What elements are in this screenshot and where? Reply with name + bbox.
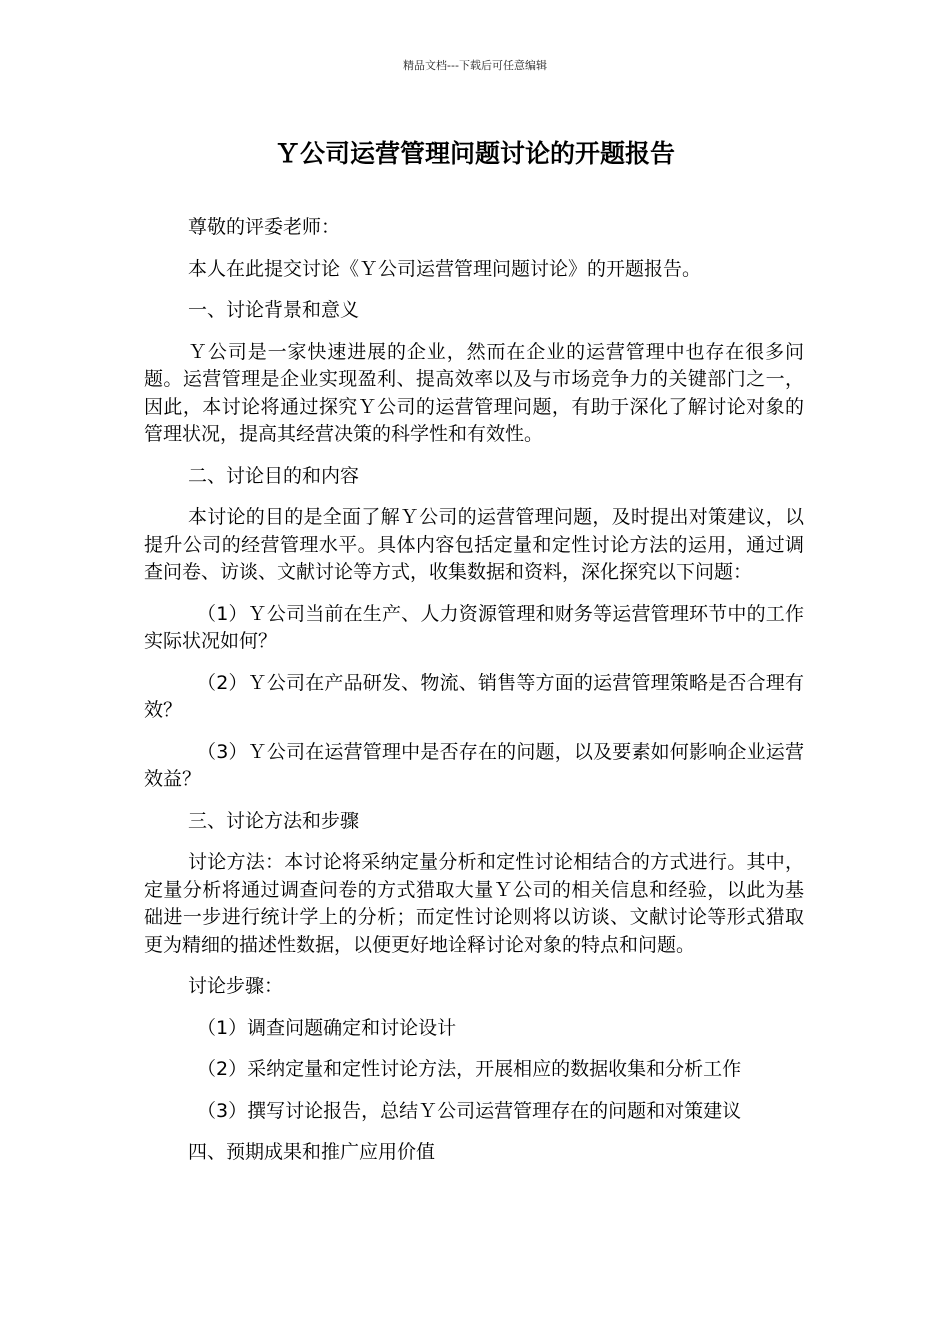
purpose-paragraph: 本讨论的目的是全面了解Ｙ公司的运营管理问题，及时提出对策建议，以提升公司的经营管理水平。具体内容包括定量和定性讨论方法的运用，通过调查问卷、访谈、文献讨论等方式，收集数据和资料，深化探究以下问题： [144,506,804,583]
section-heading-outcomes: 四、预期成果和推广应用价值 [188,1141,436,1163]
question-item-2: （2）Ｙ公司在产品研发、物流、销售等方面的运营管理策略是否合理有效？ [144,671,804,721]
document-title: Ｙ公司运营管理问题讨论的开题报告 [274,139,675,168]
question-item-1: （1）Ｙ公司当前在生产、人力资源管理和财务等运营管理环节中的工作实际状况如何？ [144,602,804,652]
document-body [144,214,804,1181]
header-note: 精品文档---下载后可任意编辑 [403,59,547,72]
section-heading-methods: 三、讨论方法和步骤 [188,809,360,832]
intro-paragraph: 本人在此提交讨论《Ｙ公司运营管理问题讨论》的开题报告。 [188,257,702,280]
section-heading-background: 一、讨论背景和意义 [188,299,360,321]
step-item-2: （2）采纳定量和定性讨论方法，开展相应的数据收集和分析工作 [197,1058,742,1080]
step-item-3: （3）撰写讨论报告，总结Ｙ公司运营管理存在的问题和对策建议 [197,1099,742,1122]
steps-label: 讨论步骤： [188,975,284,997]
background-paragraph: Ｙ公司是一家快速进展的企业，然而在企业的运营管理中也存在很多问题。运营管理是企业实现盈利、提高效率以及与市场竞争力的关键部门之一，因此，本讨论将通过探究Ｙ公司的运营管理问题，有助于深化了解讨论对象的管理状况，提高其经营决策的科学性和有效性。 [144,340,804,445]
question-item-3: （3）Ｙ公司在运营管理中是否存在的问题，以及要素如何影响企业运营效益？ [144,740,804,790]
section-heading-purpose: 二、讨论目的和内容 [188,464,360,487]
methods-paragraph: 讨论方法：本讨论将采纳定量分析和定性讨论相结合的方式进行。其中，定量分析将通过调查问卷的方式猎取大量Ｙ公司的相关信息和经验，以此为基础进一步进行统计学上的分析；而定性讨论则将以访谈、文献讨论等形式猎取更为精细的描述性数据，以便更好地诠释讨论对象的特点和问题。 [144,851,804,956]
salutation: 尊敬的评委老师： [188,216,341,238]
step-item-1: （1）调查问题确定和讨论设计 [197,1016,457,1039]
